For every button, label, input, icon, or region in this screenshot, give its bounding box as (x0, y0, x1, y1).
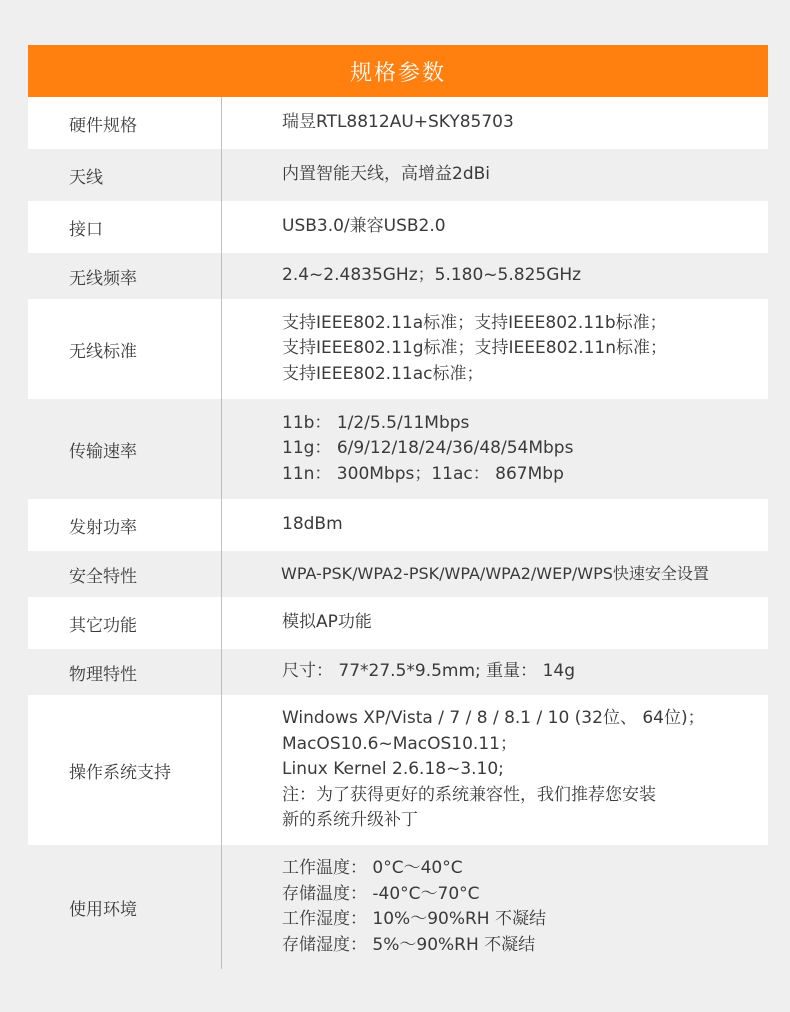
row-value (222, 253, 768, 299)
row-label: 安全特性 (28, 551, 222, 597)
row-value (222, 399, 768, 499)
spec-row-rate (28, 399, 768, 499)
value-line: 支持IEEE802.11ac标准； (282, 363, 484, 384)
value-line: 18dBm (282, 514, 343, 535)
row-value (222, 149, 768, 201)
row-value (222, 201, 768, 253)
row-label: 无线标准 (28, 299, 222, 399)
value-line: MacOS10.6~MacOS10.11； (282, 733, 517, 754)
spec-table-title: 规格参数 (349, 60, 446, 86)
spec-row-security (28, 551, 768, 597)
row-value (222, 845, 768, 969)
value-line: 11g： 6/9/12/18/24/36/48/54Mbps (282, 438, 574, 459)
spec-row-hardware (28, 97, 768, 149)
spec-row-other (28, 597, 768, 649)
value-line: 新的系统升级补丁 (282, 810, 418, 831)
row-label: 操作系统支持 (28, 695, 222, 845)
row-label: 传输速率 (28, 399, 222, 499)
spec-row-antenna (28, 149, 768, 201)
row-label: 发射功率 (28, 499, 222, 551)
row-value (222, 97, 768, 149)
spec-row-os (28, 695, 768, 845)
row-value (222, 597, 768, 649)
value-line: 工作湿度： 10%～90%RH 不凝结 (282, 909, 546, 929)
row-label: 接口 (28, 201, 222, 253)
spec-sheet (28, 45, 768, 969)
value-line: USB3.0/兼容USB2.0 (282, 216, 446, 237)
spec-row-physical (28, 649, 768, 695)
spec-table-header (28, 45, 768, 97)
spec-row-interface (28, 201, 768, 253)
value-line: 瑞昱RTL8812AU+SKY85703 (282, 112, 514, 133)
value-line: 支持IEEE802.11g标准；支持IEEE802.11n标准； (282, 338, 668, 359)
spec-row-power (28, 499, 768, 551)
spec-row-standards (28, 299, 768, 399)
row-value (222, 551, 768, 597)
value-line: 内置智能天线，高增益2dBi (282, 164, 490, 185)
value-line: 尺寸： 77*27.5*9.5mm; 重量： 14g (282, 661, 576, 682)
value-line: Windows XP/Vista / 7 / 8 / 8.1 / 10 (32位、 64位)； (282, 708, 705, 729)
row-value (222, 649, 768, 695)
row-label: 其它功能 (28, 597, 222, 649)
value-line: 存储温度： -40°C～70°C (282, 883, 480, 904)
value-line: 11n： 300Mbps；11ac： 867Mbp (282, 463, 564, 484)
value-line: 存储湿度： 5%～90%RH 不凝结 (282, 934, 536, 955)
value-line: Linux Kernel 2.6.18~3.10; (282, 759, 504, 780)
spec-row-environment (28, 845, 768, 969)
value-line: 2.4~2.4835GHz；5.180~5.825GHz (282, 265, 582, 286)
row-label: 无线频率 (28, 253, 222, 299)
spec-row-frequency (28, 253, 768, 299)
value-line: 注：为了获得更好的系统兼容性，我们推荐您安装 (282, 784, 656, 805)
row-label: 使用环境 (28, 845, 222, 969)
row-value (222, 695, 768, 845)
row-label: 物理特性 (28, 649, 222, 695)
value-line: 工作温度： 0°C～40°C (282, 858, 463, 878)
value-line: 支持IEEE802.11a标准；支持IEEE802.11b标准； (282, 312, 667, 333)
value-line: 模拟AP功能 (282, 612, 372, 633)
row-label: 天线 (28, 149, 222, 201)
row-value (222, 299, 768, 399)
value-line: WPA-PSK/WPA2-PSK/WPA/WPA2/WEP/WPS快速安全设置 (281, 564, 709, 584)
row-label: 硬件规格 (28, 97, 222, 149)
value-line: 11b： 1/2/5.5/11Mbps (282, 412, 470, 433)
row-value (222, 499, 768, 551)
